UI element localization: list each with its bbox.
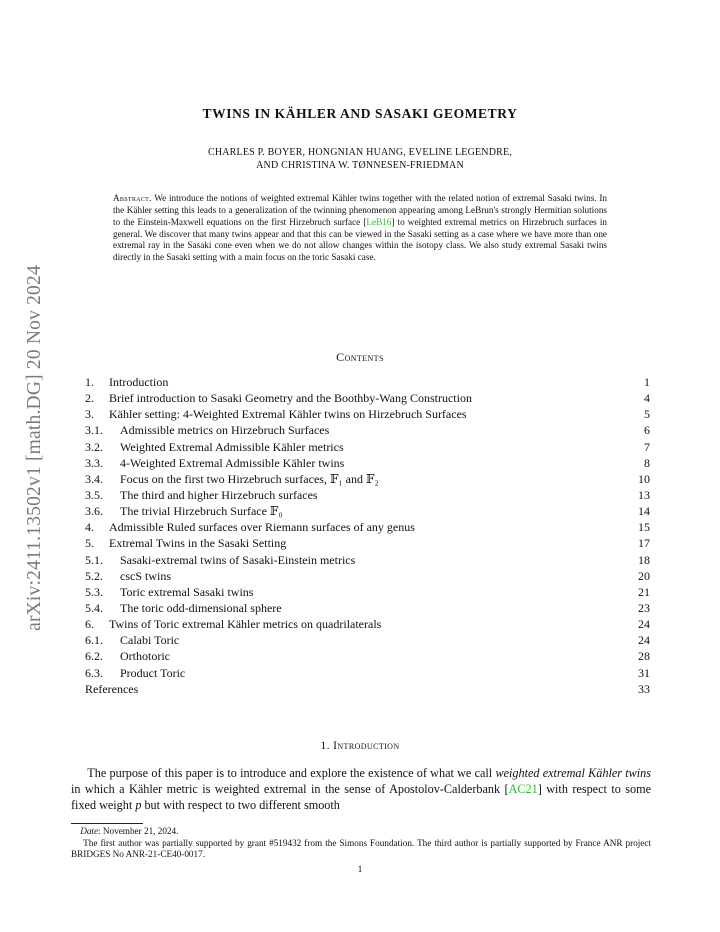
abstract-text-part-1: We introduce the notions of weighted extremal Kähler twins together with the related notion of extremal Sasaki twins. In the Kähler setting this leads to a generalization of the twinning phenomenon appearing among LeBrun's strongly Hermitian solutions to the Einstein-Maxwell equations on the first Hirzebruch surface [ <box>113 193 607 227</box>
toc-entry-label <box>85 600 282 616</box>
toc-entry-label <box>85 455 344 471</box>
toc-entry-page: 23 <box>638 600 650 615</box>
toc-entry-label <box>85 406 467 422</box>
toc-entry-number: 3.6. <box>85 504 103 519</box>
toc-entry-number: 3.3. <box>85 455 103 470</box>
toc-entry-number: 1. <box>85 375 94 389</box>
toc-entry[interactable] <box>85 471 650 487</box>
toc-entry[interactable] <box>85 632 650 648</box>
toc-entry-number: 2. <box>85 391 94 406</box>
toc-entry-page: 20 <box>638 568 650 583</box>
toc-entry-label <box>85 552 355 568</box>
toc-entry-label <box>85 681 138 697</box>
intro-emphasis: weighted extremal Kähler twins <box>495 766 652 780</box>
author-line-1: CHARLES P. BOYER, HONGNIAN HUANG, EVELINE LEGENDRE, <box>207 147 513 158</box>
toc-entry-label <box>85 422 329 438</box>
toc-entry-title: Brief introduction to Sasaki Geometry and the Boothby-Wang Construction <box>109 391 472 406</box>
toc-entry-page: 17 <box>638 536 650 551</box>
toc-entry-label <box>85 519 415 535</box>
toc-entry-label <box>85 616 381 632</box>
toc-entry-number: 6.3. <box>85 665 103 680</box>
toc-entry-title: References <box>85 681 139 696</box>
introduction-paragraph <box>71 765 651 814</box>
toc-entry-title: Twins of Toric extremal Kähler metrics on quadrilaterals <box>109 617 382 632</box>
toc-entry-number: 5.2. <box>85 568 103 583</box>
toc-entry-title: Orthotoric <box>120 649 170 664</box>
toc-entry[interactable] <box>85 519 650 535</box>
toc-entry[interactable] <box>85 665 650 681</box>
toc-entry-title: Product Toric <box>120 665 186 680</box>
footnote-date <box>71 826 651 838</box>
author-line-2: AND CHRISTINA W. TØNNESEN-FRIEDMAN <box>256 160 464 171</box>
toc-entry[interactable] <box>85 487 650 503</box>
toc-entry-title: The trivial Hirzebruch Surface 𝔽₀ <box>120 504 283 519</box>
date-value: : November 21, 2024. <box>98 826 179 836</box>
toc-entry[interactable] <box>85 600 650 616</box>
toc-entry-title: cscS twins <box>120 568 171 583</box>
toc-entry-number: 6.2. <box>85 649 103 664</box>
toc-entry-title: The third and higher Hirzebruch surfaces <box>120 487 318 502</box>
abstract <box>113 193 607 264</box>
toc-entry-label <box>85 535 286 551</box>
toc-entry-page: 31 <box>638 665 650 680</box>
intro-text-2: in which a Kähler metric is weighted extremal in the sense of Apostolov-Calderbank [ <box>71 782 509 797</box>
toc-entry-title: 4-Weighted Extremal Admissible Kähler twins <box>120 455 345 470</box>
section-heading-introduction: 1. Introduction <box>320 740 400 752</box>
arxiv-sidebar-stamp <box>18 228 52 668</box>
toc-entry-label <box>85 487 318 503</box>
date-label: Date <box>80 826 99 836</box>
toc-entry[interactable] <box>85 439 650 455</box>
abstract-label: Abstract. <box>113 193 152 203</box>
table-of-contents <box>85 374 650 697</box>
toc-entry-page: 21 <box>638 584 650 599</box>
toc-entry-number: 3.5. <box>85 487 103 502</box>
intro-text-4: but with respect to two different smooth <box>141 798 340 813</box>
toc-entry-label <box>85 471 379 487</box>
toc-entry[interactable] <box>85 422 650 438</box>
toc-entry-page: 8 <box>644 455 650 470</box>
toc-entry-page: 10 <box>638 471 650 486</box>
paper-title: TWINS IN KÄHLER AND SASAKI GEOMETRY <box>202 106 518 121</box>
toc-entry-title: Extremal Twins in the Sasaki Setting <box>109 536 287 551</box>
toc-entry-number: 5.4. <box>85 600 103 615</box>
toc-entry-page: 28 <box>638 649 650 664</box>
toc-entry-label <box>85 584 253 600</box>
page-number: 1 <box>357 865 363 875</box>
author-list <box>0 146 720 172</box>
arxiv-identifier: arXiv:2411.13502v1 [math.DG] 20 Nov 2024 <box>24 265 45 631</box>
toc-entry[interactable] <box>85 616 650 632</box>
toc-entry-page: 14 <box>638 504 650 519</box>
toc-entry-number: 5.1. <box>85 552 103 567</box>
toc-entry-title: Admissible metrics on Hirzebruch Surfaces <box>120 423 330 438</box>
toc-entry-title: Introduction <box>109 375 169 389</box>
toc-entry-page: 4 <box>644 391 650 406</box>
toc-entry-page: 24 <box>638 617 650 632</box>
intro-text-3: ] with respect to some fixed weight <box>71 782 651 813</box>
support-text: The first author was partially supported by grant #519432 from the Simons Foundation. The third author is partially supported by France ANR project BRIDGES No ANR-21-CE40-0017. <box>71 837 652 859</box>
toc-entry-title: Focus on the first two Hirzebruch surfaces, 𝔽₁ and 𝔽₂ <box>120 471 379 486</box>
citation-link-leb16[interactable]: LeB16 <box>366 216 392 227</box>
toc-entry-title: Calabi Toric <box>120 633 180 648</box>
toc-entry[interactable] <box>85 552 650 568</box>
footnote-support <box>71 838 651 861</box>
toc-entry-title: Sasaki-extremal twins of Sasaki-Einstein metrics <box>120 552 356 567</box>
intro-variable-p: p <box>135 798 142 813</box>
toc-entry[interactable] <box>85 455 650 471</box>
toc-entry-title: Toric extremal Sasaki twins <box>120 584 254 599</box>
toc-entry[interactable] <box>85 568 650 584</box>
toc-entry-label <box>85 568 171 584</box>
toc-entry-title: Weighted Extremal Admissible Kähler metrics <box>120 439 344 454</box>
toc-entry-number: 3.1. <box>85 423 103 438</box>
toc-entry-label <box>85 439 344 455</box>
toc-entry[interactable] <box>85 406 650 422</box>
toc-entry-label <box>85 632 179 648</box>
toc-entry-number: 4. <box>85 520 94 535</box>
toc-entry[interactable] <box>85 648 650 664</box>
toc-entry-page: 7 <box>644 439 650 454</box>
toc-entry-number: 3. <box>85 407 94 422</box>
toc-entry-page: 24 <box>638 633 650 648</box>
toc-entry-label <box>85 390 472 406</box>
toc-entry-number: 6.1. <box>85 633 103 648</box>
toc-entry-page: 18 <box>638 552 650 567</box>
toc-entry-page: 33 <box>638 681 650 696</box>
toc-entry[interactable] <box>85 374 650 390</box>
toc-entry-label <box>85 648 170 664</box>
toc-entry-label <box>85 665 185 681</box>
toc-entry[interactable] <box>85 390 650 406</box>
toc-entry-page: 5 <box>644 407 650 422</box>
abstract-text-part-2: ] to weighted extremal metrics on Hirzebruch surfaces in general. We discover that many twins appear and that this can be viewed in the Sasaki setting as a case where we have more than one extremal ray in the Sasaki cone even when we do not allow changes within the isotopy class. We also study extremal Sasaki twins directly in the Sasaki setting with a main focus on the toric Sasaki case. <box>113 216 607 263</box>
toc-entry-title: The toric odd-dimensional sphere <box>120 600 282 615</box>
toc-entry[interactable] <box>85 584 650 600</box>
toc-entry[interactable] <box>85 681 650 697</box>
toc-entry-title: Admissible Ruled surfaces over Riemann surfaces of any genus <box>109 520 415 535</box>
toc-entry-number: 3.4. <box>85 471 103 486</box>
toc-entry-page: 13 <box>638 487 650 502</box>
toc-entry-label <box>85 374 168 390</box>
toc-entry-number: 5. <box>85 536 94 551</box>
footnotes <box>71 826 651 861</box>
intro-text-1: The purpose of this paper is to introduce and explore the existence of what we call <box>87 766 496 780</box>
toc-entry-page: 6 <box>644 423 650 438</box>
toc-entry-page: 15 <box>638 520 650 535</box>
footnote-rule <box>71 823 143 824</box>
toc-entry-title: Kähler setting: 4-Weighted Extremal Kähler twins on Hirzebruch Surfaces <box>109 407 467 422</box>
toc-entry-label <box>85 503 283 519</box>
toc-entry-number: 3.2. <box>85 439 103 454</box>
toc-entry-number: 5.3. <box>85 584 103 599</box>
toc-entry[interactable] <box>85 503 650 519</box>
toc-entry-number: 6. <box>85 617 94 632</box>
contents-heading: Contents <box>336 350 384 364</box>
toc-entry[interactable] <box>85 535 650 551</box>
citation-link-ac21[interactable]: AC21 <box>508 782 538 797</box>
toc-entry-page: 1 <box>644 375 650 389</box>
